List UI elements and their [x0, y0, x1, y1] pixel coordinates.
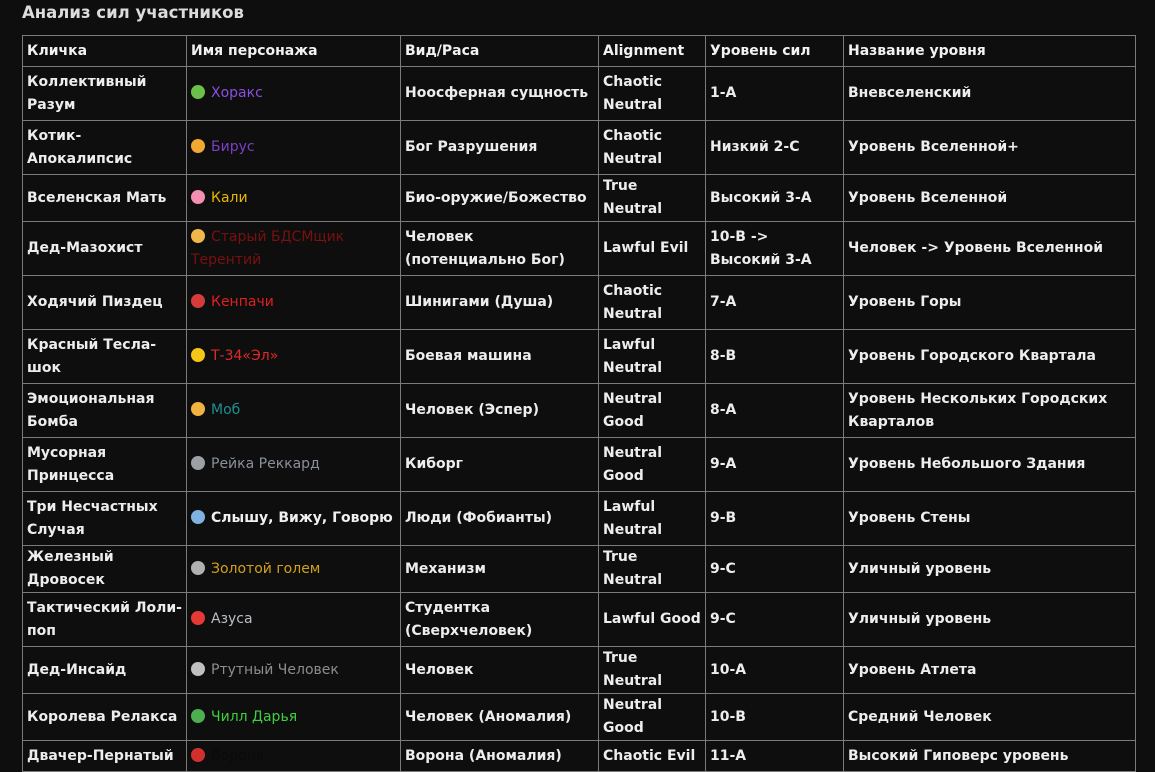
cell-level-name: Уровень Нескольких Городских Кварталов: [844, 384, 1136, 438]
table-row: [23, 741, 1136, 772]
cell-character: [187, 67, 401, 121]
cell-nick: Железный Дровосек: [23, 546, 187, 593]
character-name: Старый БДСМщик Терентий: [191, 228, 345, 268]
alien-icon: [191, 85, 205, 99]
cell-level-name: Уровень Горы: [844, 276, 1136, 330]
cell-alignment: Lawful Good: [599, 593, 706, 647]
cell-power: 9-A: [706, 438, 844, 492]
cell-level-name: Высокий Гиповерс уровень: [844, 741, 1136, 772]
cell-race: Механизм: [401, 546, 599, 593]
cell-power: 10-B -> Высокий 3-A: [706, 222, 844, 276]
cell-level-name: Уровень Городского Квартала: [844, 330, 1136, 384]
cell-race: Человек: [401, 647, 599, 694]
cell-race: Человек (Аномалия): [401, 694, 599, 741]
cell-race: Ворона (Аномалия): [401, 741, 599, 772]
cell-race: Люди (Фобианты): [401, 492, 599, 546]
cell-power: Низкий 2-C: [706, 121, 844, 175]
cell-nick: Тактический Лоли-поп: [23, 593, 187, 647]
cell-level-name: Вневселенский: [844, 67, 1136, 121]
table-body: [23, 67, 1136, 772]
cell-power: 10-A: [706, 647, 844, 694]
bolt-icon: [191, 561, 205, 575]
cell-character: [187, 121, 401, 175]
cell-level-name: Уличный уровень: [844, 593, 1136, 647]
cell-level-name: Уровень Стены: [844, 492, 1136, 546]
cell-character: [187, 741, 401, 772]
table-row: [23, 438, 1136, 492]
demon-icon: [191, 294, 205, 308]
header-character: Имя персонажа: [187, 36, 401, 67]
character-name: Рейка Реккард: [211, 456, 320, 472]
character-name: Золотой голем: [211, 560, 321, 577]
cell-level-name: Средний Человек: [844, 694, 1136, 741]
cell-level-name: Уличный уровень: [844, 546, 1136, 593]
collision-icon: [191, 611, 205, 625]
cell-nick: Королева Релакса: [23, 694, 187, 741]
boy-icon: [191, 402, 205, 416]
cell-alignment: Lawful Neutral: [599, 330, 706, 384]
cell-alignment: Chaotic Evil: [599, 741, 706, 772]
cell-alignment: Chaotic Neutral: [599, 67, 706, 121]
leaf-icon: [191, 709, 205, 723]
cell-character: [187, 694, 401, 741]
table-row: [23, 330, 1136, 384]
cell-nick: Дед-Инсайд: [23, 647, 187, 694]
cell-character: [187, 438, 401, 492]
cell-character: [187, 546, 401, 593]
header-power: Уровень сил: [706, 36, 844, 67]
cell-character: [187, 276, 401, 330]
table-row: [23, 222, 1136, 276]
header-alignment: Alignment: [599, 36, 706, 67]
cell-nick: Ходячий Пиздец: [23, 276, 187, 330]
cell-power: 1-A: [706, 67, 844, 121]
character-name: Ртутный Человек: [211, 661, 339, 678]
cell-power: 9-B: [706, 492, 844, 546]
cell-level-name: Уровень Небольшого Здания: [844, 438, 1136, 492]
page-title: Анализ сил участников: [22, 3, 244, 22]
crow-boot-icon: [191, 748, 205, 762]
cell-alignment: Chaotic Neutral: [599, 121, 706, 175]
cell-power: 7-A: [706, 276, 844, 330]
character-name: Азуса: [211, 611, 253, 627]
character-name: Хоракс: [211, 85, 263, 101]
cell-level-name: Уровень Вселенной+: [844, 121, 1136, 175]
character-name: Бирус: [211, 139, 255, 155]
cell-character: [187, 175, 401, 222]
cell-race: Студентка (Сверхчеловек): [401, 593, 599, 647]
table-row: [23, 67, 1136, 121]
cell-power: 9-C: [706, 546, 844, 593]
table-row: [23, 384, 1136, 438]
cell-alignment: True Neutral: [599, 647, 706, 694]
cell-race: Человек (потенциально Бог): [401, 222, 599, 276]
table-header-row: [23, 36, 1136, 67]
table-row: [23, 276, 1136, 330]
lightning-icon: [191, 348, 205, 362]
cell-race: Киборг: [401, 438, 599, 492]
cell-character: [187, 384, 401, 438]
cell-nick: Коллективный Разум: [23, 67, 187, 121]
cell-level-name: Уровень Вселенной: [844, 175, 1136, 222]
character-name: Кенпачи: [211, 294, 274, 310]
cell-power: 8-A: [706, 384, 844, 438]
cell-alignment: Lawful Neutral: [599, 492, 706, 546]
cell-character: [187, 593, 401, 647]
table-row: [23, 121, 1136, 175]
cell-nick: Три Несчастных Случая: [23, 492, 187, 546]
table-row: [23, 593, 1136, 647]
character-name: Чилл Дарья: [211, 708, 298, 725]
cell-race: Био-оружие/Божество: [401, 175, 599, 222]
table-row: [23, 694, 1136, 741]
cell-character: [187, 647, 401, 694]
cell-nick: Красный Тесла-шок: [23, 330, 187, 384]
header-race: Вид/Раса: [401, 36, 599, 67]
cell-character: [187, 330, 401, 384]
gear-icon: [191, 456, 205, 470]
header-nick: Кличка: [23, 36, 187, 67]
cell-race: Ноосферная сущность: [401, 67, 599, 121]
character-name: Т-34«Эл»: [211, 348, 279, 364]
cell-nick: Дед-Мазохист: [23, 222, 187, 276]
older-man-icon: [191, 229, 205, 243]
character-name: Кали: [211, 189, 248, 206]
cell-power: 9-C: [706, 593, 844, 647]
cell-alignment: Neutral Good: [599, 384, 706, 438]
cat-face-icon: [191, 139, 205, 153]
cell-alignment: Neutral Good: [599, 694, 706, 741]
cell-power: 11-A: [706, 741, 844, 772]
cell-race: Боевая машина: [401, 330, 599, 384]
character-name: Моб: [211, 402, 241, 418]
cell-nick: Котик-Апокалипсис: [23, 121, 187, 175]
table-row: [23, 175, 1136, 222]
fearful-face-icon: [191, 510, 205, 524]
cell-nick: Двачер-Пернатый: [23, 741, 187, 772]
character-name: Ворона: [211, 747, 265, 764]
cell-level-name: Человек -> Уровень Вселенной: [844, 222, 1136, 276]
cell-nick: Мусорная Принцесса: [23, 438, 187, 492]
cell-power: 10-B: [706, 694, 844, 741]
power-analysis-table: [22, 35, 1136, 772]
cell-character: [187, 492, 401, 546]
thermometer-icon: [191, 662, 205, 676]
cherry-blossom-icon: [191, 190, 205, 204]
table-row: [23, 492, 1136, 546]
cell-level-name: Уровень Атлета: [844, 647, 1136, 694]
cell-nick: Вселенская Мать: [23, 175, 187, 222]
cell-power: 8-B: [706, 330, 844, 384]
cell-nick: Эмоциональная Бомба: [23, 384, 187, 438]
cell-alignment: Lawful Evil: [599, 222, 706, 276]
table-row: [23, 546, 1136, 593]
cell-character: [187, 222, 401, 276]
cell-race: Бог Разрушения: [401, 121, 599, 175]
header-level-name: Название уровня: [844, 36, 1136, 67]
cell-race: Шинигами (Душа): [401, 276, 599, 330]
cell-power: Высокий 3-A: [706, 175, 844, 222]
table-row: [23, 647, 1136, 694]
cell-alignment: True Neutral: [599, 175, 706, 222]
cell-race: Человек (Эспер): [401, 384, 599, 438]
cell-alignment: Chaotic Neutral: [599, 276, 706, 330]
cell-alignment: Neutral Good: [599, 438, 706, 492]
cell-alignment: True Neutral: [599, 546, 706, 593]
character-name: Слышу, Вижу, Говорю: [211, 510, 393, 526]
